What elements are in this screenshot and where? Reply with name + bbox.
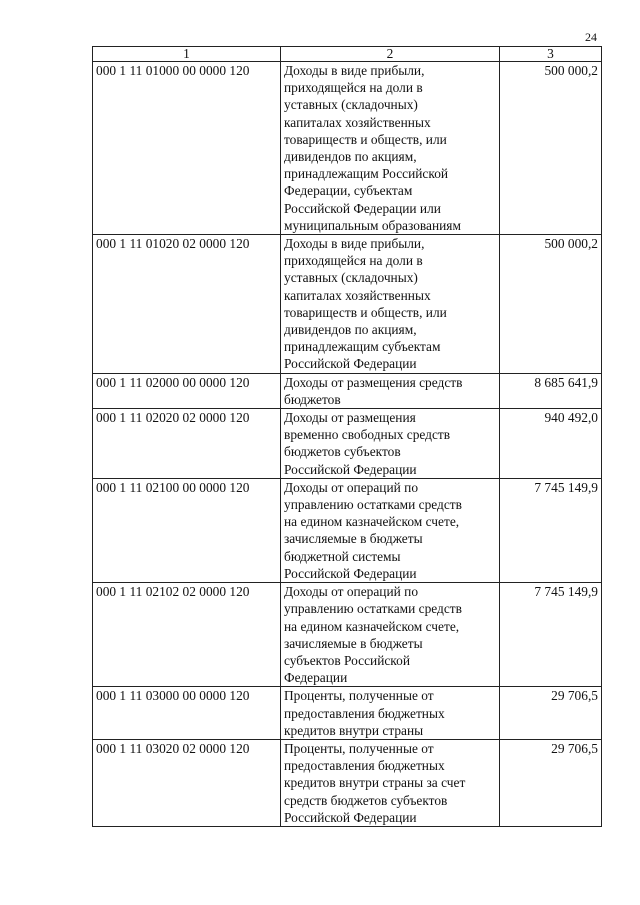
revenue-name-line: зачисляемые в бюджеты: [284, 635, 423, 651]
revenue-name-line: принадлежащим Российской: [284, 166, 449, 182]
revenue-name: [281, 478, 500, 582]
revenue-name-line: бюджетов субъектов: [284, 444, 401, 460]
revenue-name-line: Доходы в виде прибыли,: [284, 63, 425, 78]
revenue-name-line: бюджетной системы: [284, 548, 401, 564]
header-code-column: 1: [93, 47, 281, 62]
revenue-name: [281, 62, 500, 235]
table-body: [93, 62, 602, 827]
classification-code: 000 1 11 03020 02 0000 120: [93, 739, 281, 826]
revenue-name-line: товариществ и обществ, или: [284, 131, 447, 147]
revenue-name-line: средств бюджетов субъектов: [284, 792, 448, 808]
revenue-name-line: приходящейся на доли в: [284, 253, 423, 269]
revenue-table: [92, 46, 602, 827]
revenue-name-line: Доходы от операций по: [284, 479, 419, 495]
revenue-name-line: Доходы от размещения средств: [284, 374, 463, 390]
revenue-name-line: Федерации: [284, 670, 348, 686]
revenue-name-line: уставных (складочных): [284, 97, 418, 113]
header-row: [93, 47, 602, 62]
revenue-name-line: Российской Федерации: [284, 461, 417, 477]
revenue-name-line: управлению остатками средств: [284, 497, 462, 513]
revenue-name-line: Федерации, субъектам: [284, 183, 413, 199]
table-row: [93, 62, 602, 235]
revenue-name-line: дивидендов по акциям,: [284, 322, 417, 338]
table-row: [93, 687, 602, 740]
revenue-name-line: Проценты, полученные от: [284, 740, 434, 756]
revenue-name: [281, 583, 500, 687]
classification-code: 000 1 11 02102 02 0000 120: [93, 583, 281, 687]
revenue-name-line: приходящейся на доли в: [284, 80, 423, 96]
table-row: [93, 739, 602, 826]
table-row: [93, 409, 602, 479]
revenue-name-line: муниципальным образованиям: [284, 217, 461, 233]
revenue-name-line: предоставления бюджетных: [284, 705, 445, 721]
revenue-name-line: Российской Федерации или: [284, 200, 441, 216]
revenue-name-line: управлению остатками средств: [284, 601, 462, 617]
revenue-name-line: временно свободных средств: [284, 427, 451, 443]
revenue-name-line: Российской Федерации: [284, 809, 417, 825]
revenue-name-line: товариществ и обществ, или: [284, 304, 447, 320]
revenue-name-line: кредитов внутри страны за счет: [284, 775, 466, 791]
revenue-name: [281, 235, 500, 374]
revenue-name: [281, 687, 500, 740]
table-row: [93, 478, 602, 582]
amount-value: 29 706,5: [500, 687, 602, 740]
page-number: 24: [585, 30, 597, 44]
amount-value: 8 685 641,9: [500, 373, 602, 408]
classification-code: 000 1 11 01020 02 0000 120: [93, 235, 281, 374]
classification-code: 000 1 11 02020 02 0000 120: [93, 409, 281, 479]
amount-value: 940 492,0: [500, 409, 602, 479]
amount-value: 500 000,2: [500, 235, 602, 374]
revenue-name-line: Проценты, полученные от: [284, 688, 434, 704]
amount-value: 500 000,2: [500, 62, 602, 235]
revenue-name-line: на едином казначейском счете,: [284, 514, 460, 530]
revenue-name-line: зачисляемые в бюджеты: [284, 531, 423, 547]
revenue-name-line: принадлежащим субъектам: [284, 339, 441, 355]
amount-value: 7 745 149,9: [500, 478, 602, 582]
revenue-name-line: дивидендов по акциям,: [284, 149, 417, 165]
revenue-name-line: на едином казначейском счете,: [284, 618, 460, 634]
revenue-name: [281, 373, 500, 408]
revenue-name-line: уставных (складочных): [284, 270, 418, 286]
table-row: [93, 235, 602, 374]
revenue-name-line: Доходы от операций по: [284, 584, 419, 600]
classification-code: 000 1 11 01000 00 0000 120: [93, 62, 281, 235]
amount-value: 29 706,5: [500, 739, 602, 826]
revenue-name-line: капиталах хозяйственных: [284, 114, 431, 130]
amount-value: 7 745 149,9: [500, 583, 602, 687]
revenue-name-line: бюджетов: [284, 391, 341, 407]
revenue-name-line: кредитов внутри страны: [284, 722, 424, 738]
header-name-column: 2: [281, 47, 500, 62]
table-row: [93, 583, 602, 687]
classification-code: 000 1 11 02100 00 0000 120: [93, 478, 281, 582]
classification-code: 000 1 11 02000 00 0000 120: [93, 373, 281, 408]
classification-code: 000 1 11 03000 00 0000 120: [93, 687, 281, 740]
revenue-name: [281, 739, 500, 826]
revenue-name-line: Доходы от размещения: [284, 410, 416, 426]
revenue-name-line: капиталах хозяйственных: [284, 287, 431, 303]
table-row: [93, 373, 602, 408]
revenue-name-line: Российской Федерации: [284, 565, 417, 581]
header-amount-column: 3: [500, 47, 602, 62]
revenue-name: [281, 409, 500, 479]
revenue-name-line: предоставления бюджетных: [284, 758, 445, 774]
revenue-name-line: Российской Федерации: [284, 356, 417, 372]
revenue-name-line: субъектов Российской: [284, 652, 410, 668]
revenue-name-line: Доходы в виде прибыли,: [284, 236, 425, 252]
